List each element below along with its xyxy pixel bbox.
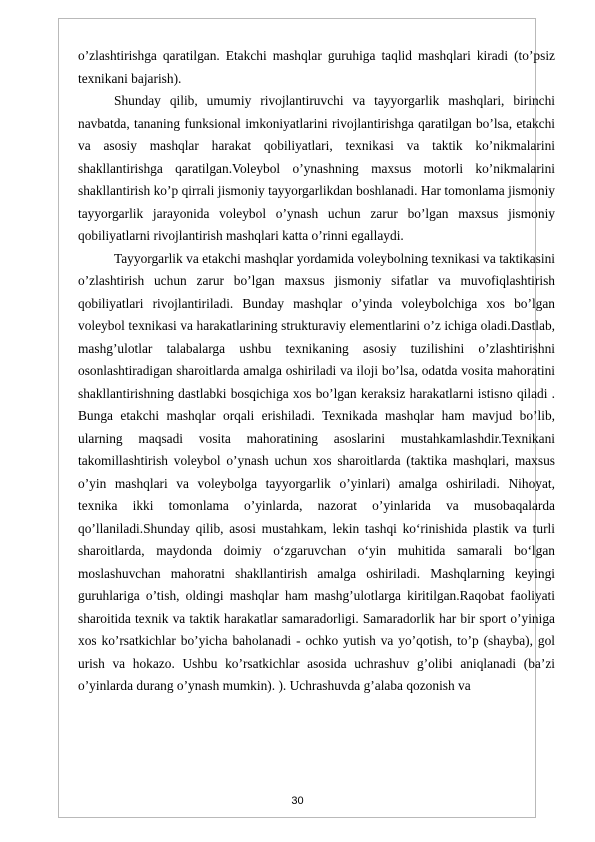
paragraph-2: Shunday qilib, umumiy rivojlantiruvchi va tayyorgarlik mashqlari, birinchi navbatda, tananing funksional imkoniyatlarini rivojlantirishga qaratilgan bo’lsa, etakchi va asosiy mashqlar harakat qobiliyatlari, texnikasi va taktik ko’nikmalarini shakllantirishga qaratilgan.Voleybol o’ynashning maxsus motorli ko’nikmalarini shakllantirish ko’p qirrali jismoniy tayyorgarlikdan boshlanadi. Har tomonlama jismoniy tayyorgarlik jarayonida voleybol o’ynash uchun zarur bo’lgan maxsus jismoniy qobiliyatlarni rivojlantirish mashqlari katta o’rinni egallaydi. — [78, 93, 555, 243]
paragraph-3: Tayyorgarlik va etakchi mashqlar yordamida voleybolning texnikasi va taktikasini o’zlashtirish uchun zarur bo’lgan maxsus jismoniy sifatlar va muvofiqlashtirish qobiliyatlari rivojlantiriladi. Bunday mashqlar o’yinda voleybolchiga xos bo’lgan voleybol texnikasi va harakatlarining strukturaviy elementlarini o’z ichiga oladi.Dastlab, mashg’ulotlar talabalarga ushbu texnikaning asosiy tuzilishini o’zlashtirishni osonlashtiradigan sharoitlarda amalga oshiriladi va iloji bo’lsa, odatda vosita mahoratini shakllantirishning dastlabki bosqichiga xos bo’lgan keraksiz harakatlarni istisno qiladi . Bunga etakchi mashqlar orqali erishiladi. Texnikada mashqlar ham mavjud bo’lib, ularning maqsadi vosita mahoratining asoslarini mustahkamlashdir.Texnikani takomillashtirish voleybol o’ynash uchun xos sharoitlarda (taktika mashqlari, maxsus o’yin mashqlari va voleybolga tayyorgarlik o’yinlari) amalga oshiriladi. Nihoyat, texnika ikki tomonlama o’yinlarda, nazorat o’yinlarida va musobaqalarda qo’llaniladi.Shunday qilib, asosi mustahkam, lekin tashqi ko‘rinishida plastik va turli sharoitlarda, maydonda doimiy o‘zgaruvchan o‘yin muhitida samarali bo‘lgan moslashuvchan mahoratni shakllantirish amalga oshiriladi. Mashqlarning keyingi guruhlariga o’tish, oldingi mashqlar ham mashg’ulotlarga kiritilgan.Raqobat faoliyati sharoitida texnik va taktik harakatlar samaradorligi. Samaradorlik har bir sport o’yiniga xos ko’rsatkichlar bo’yicha baholanadi - ochko yutish va yo’qotish, to’p (shayba), gol urish va hokazo. Ushbu ko’rsatkichlar asosida uchrashuv g’olibi aniqlanadi (ba’zi o’yinlarda durang o’ynash mumkin). ). Uchrashuvda g’alaba qozonish va — [78, 250, 555, 693]
paragraph-1: o’zlashtirishga qaratilgan. Etakchi mashqlar guruhiga taqlid mashqlari kiradi (to’psiz texnikani bajarish). — [78, 48, 555, 86]
document-body — [78, 45, 555, 698]
page-number: 30 — [291, 795, 304, 807]
